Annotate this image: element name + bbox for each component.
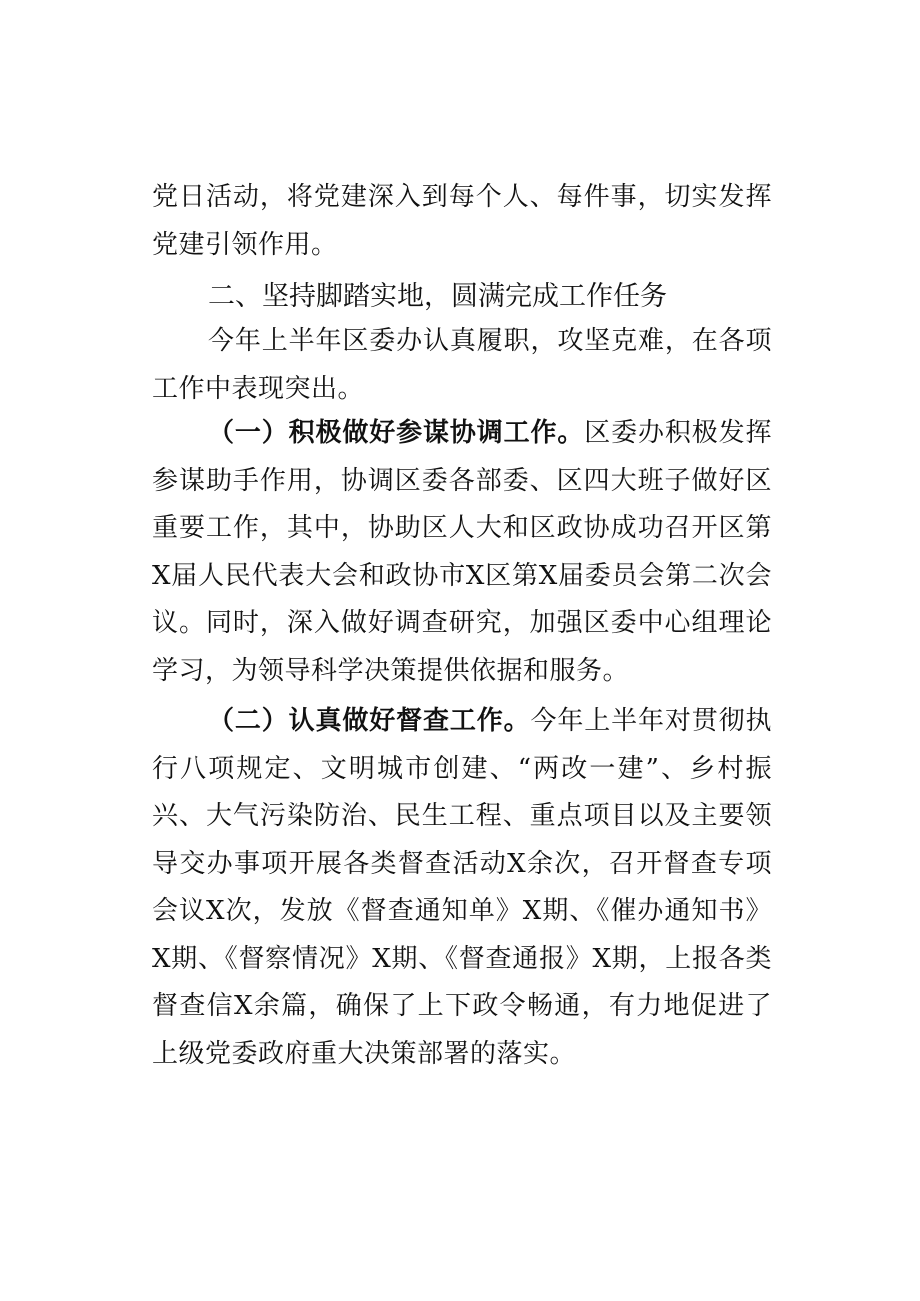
subsection-body-2: 今年上半年对贯彻执行八项规定、文明城市创建、“两改一建”、乡村振兴、大气污染防治、民生工程、重点项目以及主要领导交办事项开展各类督查活动X余次，召开督查专项会议X次，发放《督查通知单》X期、《催办通知书》X期、《督察情况》X期、《督查通报》X期，上报各类督查信X余篇，确保了上下政令畅通，有力地促进了上级党委政府重大决策部署的落实。 [152,706,772,1069]
subsection-title-1: （一）积极做好参谋协调工作。 [208,418,585,448]
subsection-title-2: （二）认真做好督查工作。 [208,706,531,736]
paragraph-party-day: 党日活动，将党建深入到每个人、每件事，切实发挥党建引领作用。 [152,182,772,260]
paragraph-supervision [152,698,772,1078]
paragraph-intro: 今年上半年区委办认真履职，攻坚克难，在各项工作中表现突出。 [152,326,772,404]
subsection-body-1: 区委办积极发挥参谋助手作用，协调区委各部委、区四大班子做好区重要工作，其中，协助区人大和区政协成功召开区第X届人民代表大会和政协市X区第X届委员会第二次会议。同时，深入做好调查研究，加强区委中心组理论学习，为领导科学决策提供依据和服务。 [152,418,772,686]
paragraph-coordination [152,410,772,695]
section-heading-2: 二、坚持脚踏实地，圆满完成工作任务 [208,281,667,312]
